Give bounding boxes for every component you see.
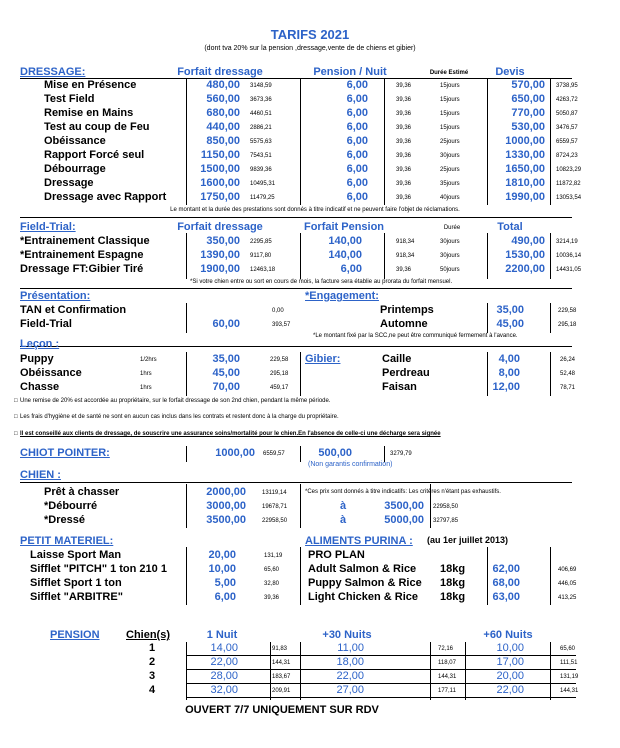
- row-label: *Entrainement Espagne: [20, 249, 144, 261]
- forfait-price: 480,00: [206, 79, 240, 91]
- pension-price: 6,00: [346, 177, 368, 189]
- forfait-ht: 10495,31: [250, 181, 276, 187]
- footer: OUVERT 7/7 UNIQUEMENT SUR RDV: [185, 704, 379, 716]
- row-divider: [186, 697, 576, 698]
- price-ht: 459,17: [270, 385, 289, 391]
- pension-price: 6,00: [346, 121, 368, 133]
- devis-price: 570,00: [511, 79, 545, 91]
- price2-ht: 32797,85: [433, 518, 459, 524]
- forfait-price: 1750,00: [200, 191, 240, 203]
- price: 12,00: [492, 381, 520, 393]
- devis-price: 1330,00: [505, 149, 545, 161]
- price-ht: 19678,71: [262, 504, 288, 510]
- checkbox-icon: □: [14, 414, 18, 420]
- chien-note: *Ces prix sont donnés à titre indicatifs: Les critères n'étant pas exhaustifs.: [305, 489, 501, 495]
- col-header-chiens: Chien(s): [126, 629, 170, 641]
- column-divider: [430, 642, 431, 700]
- price: 8,00: [498, 367, 520, 379]
- row-label: Sifflet Sport 1 ton: [30, 577, 122, 589]
- price-60-nuits: 17,00: [496, 656, 524, 668]
- devis-ht: 11872,82: [556, 181, 581, 187]
- price: 3000,00: [206, 500, 246, 512]
- section-title-aliments: ALIMENTS PURINA :: [305, 535, 413, 547]
- price: 3500,00: [206, 514, 246, 526]
- duration: 1/2hrs: [140, 357, 157, 363]
- price-ht: 39,36: [264, 595, 280, 601]
- ht-30-nuits: 144,31: [438, 674, 457, 680]
- price-60-nuits: 10,00: [496, 642, 524, 654]
- total-price: 490,00: [511, 235, 545, 247]
- price: 5,00: [214, 577, 236, 589]
- duree: 15jours: [440, 111, 460, 117]
- forfait-price: 1150,00: [200, 149, 240, 161]
- column-divider: [550, 547, 551, 605]
- row-label: Adult Salmon & Rice: [308, 563, 417, 575]
- row-divider: [20, 346, 572, 347]
- row-label: TAN et Confirmation: [20, 304, 127, 316]
- devis-price: 1000,00: [505, 135, 545, 147]
- forfait-price: 680,00: [206, 107, 240, 119]
- col-header-pension: Forfait Pension: [303, 221, 385, 233]
- col-header-duree: Durée Estimé: [429, 70, 469, 76]
- forfait-ht: 4460,51: [250, 111, 272, 117]
- price-ht: 131,19: [264, 553, 283, 559]
- row-label: Dressage FT:Gibier Tiré: [20, 263, 144, 275]
- price-ht: 229,58: [558, 308, 577, 314]
- price-ht: 6559,57: [263, 451, 285, 457]
- pension-price: 140,00: [328, 249, 362, 261]
- row-label: Test Field: [44, 93, 95, 105]
- price-ht: 406,69: [558, 567, 577, 573]
- ht-1-nuit: 183,67: [272, 674, 291, 680]
- forfait-price: 850,00: [206, 135, 240, 147]
- chiens-count: 1: [148, 642, 156, 654]
- forfait-ht: 2886,21: [250, 125, 272, 131]
- price-1-nuit: 28,00: [210, 670, 238, 682]
- duree: 30jours: [440, 239, 460, 245]
- row-label: Remise en Mains: [44, 107, 134, 119]
- column-divider: [550, 352, 551, 396]
- price: 35,00: [212, 353, 240, 365]
- weight: 18kg: [440, 591, 466, 603]
- price-1-nuit: 22,00: [210, 656, 238, 668]
- section-title-chien: CHIEN :: [20, 469, 61, 481]
- note: Les frais d'hygiène et de santé ne sont en aucun cas inclus dans les contrats et restent donc à la charge du propriétaire.: [20, 414, 339, 420]
- pension-price: 6,00: [346, 79, 368, 91]
- pension-ht: 39,36: [396, 139, 412, 145]
- pension-ht: 39,36: [396, 195, 412, 201]
- forfait-ht: 5575,63: [250, 139, 272, 145]
- row-label: Chasse: [20, 381, 60, 393]
- duration: 1hrs: [140, 371, 152, 377]
- devis-ht: 3476,57: [556, 125, 578, 131]
- pension-price: 6,00: [346, 107, 368, 119]
- column-divider: [550, 303, 551, 333]
- row-divider: [20, 482, 572, 483]
- column-divider: [384, 446, 385, 462]
- price-30-nuits: 27,00: [336, 684, 364, 696]
- total-price: 2200,00: [505, 263, 545, 275]
- pension-ht: 39,36: [396, 167, 412, 173]
- page-subtitle: (dont tva 20% sur la pension ,dressage,vente de de chiens et gibier): [204, 45, 416, 52]
- duree: 30jours: [440, 153, 460, 159]
- forfait-price: 1500,00: [200, 163, 240, 175]
- devis-ht: 6559,57: [556, 139, 578, 145]
- duration: 1hrs: [140, 385, 152, 391]
- price-ht: 393,57: [272, 322, 291, 328]
- row-label: Prêt à chasser: [44, 486, 120, 498]
- duree: 50jours: [440, 267, 460, 273]
- ht-60-nuits: 144,31: [560, 688, 579, 694]
- price: 20,00: [208, 549, 236, 561]
- col-header-pension: Pension / Nuit: [313, 66, 387, 78]
- forfait-price: 440,00: [206, 121, 240, 133]
- col-header-forfait: Forfait dressage: [177, 66, 263, 78]
- price-ht: 446,05: [558, 581, 577, 587]
- price-ht: 229,58: [270, 357, 289, 363]
- col-header-30-nuits: +30 Nuits: [322, 629, 372, 641]
- price-ht: 65,60: [264, 567, 280, 573]
- total-ht: 10036,14: [556, 253, 582, 259]
- price: 68,00: [492, 577, 520, 589]
- devis-price: 650,00: [511, 93, 545, 105]
- forfait-ht: 3673,36: [250, 97, 272, 103]
- price-ht: 13119,14: [262, 490, 287, 496]
- total-price: 1530,00: [505, 249, 545, 261]
- price-1-nuit: 14,00: [210, 642, 238, 654]
- row-label: Test au coup de Feu: [44, 121, 150, 133]
- price-60-nuits: 20,00: [496, 670, 524, 682]
- row-label: Obéissance: [44, 135, 106, 147]
- duree: 15jours: [440, 97, 460, 103]
- pension-price: 140,00: [328, 235, 362, 247]
- section-title-dressage: DRESSAGE:: [20, 66, 86, 78]
- field-trial-note: *Si votre chien entre ou sort en cours de mois, la facture sera établie au prorata du forfait mensuel.: [190, 279, 453, 285]
- row-label: Sifflet "ARBITRE": [30, 591, 123, 603]
- weight: 18kg: [440, 577, 466, 589]
- price-30-nuits: 22,00: [336, 670, 364, 682]
- row-label: Field-Trial: [20, 318, 72, 330]
- ht-60-nuits: 65,60: [560, 646, 576, 652]
- devis-ht: 10823,29: [556, 167, 582, 173]
- column-divider: [300, 78, 301, 205]
- col-header-total: Total: [497, 221, 523, 233]
- column-divider: [186, 446, 187, 462]
- price: 4,00: [498, 353, 520, 365]
- col-header-devis: Devis: [495, 66, 525, 78]
- price-ht: 0,00: [272, 308, 284, 314]
- column-divider: [384, 233, 385, 279]
- aliments-brand: PRO PLAN: [308, 549, 365, 561]
- row-label: Automne: [380, 318, 428, 330]
- chiens-count: 4: [148, 684, 156, 696]
- col-header-60-nuits: +60 Nuits: [483, 629, 533, 641]
- devis-ht: 13053,54: [556, 195, 582, 201]
- weight: 18kg: [440, 563, 466, 575]
- pension-ht: 39,36: [396, 97, 412, 103]
- pension-price: 6,00: [346, 93, 368, 105]
- pension-price: 6,00: [346, 191, 368, 203]
- duree: 35jours: [440, 181, 460, 187]
- price-30-nuits: 18,00: [336, 656, 364, 668]
- row-label: Caille: [382, 353, 412, 365]
- price-ht: 78,71: [560, 385, 576, 391]
- forfait-ht: 9839,36: [250, 167, 272, 173]
- section-title-chiot: CHIOT POINTER:: [20, 447, 110, 459]
- devis-price: 530,00: [511, 121, 545, 133]
- section-title-presentation: Présentation:: [20, 290, 91, 302]
- column-divider: [384, 78, 385, 205]
- ht-30-nuits: 177,11: [438, 688, 456, 694]
- row-label: Perdreau: [382, 367, 430, 379]
- section-title-materiel: PETIT MATERIEL:: [20, 535, 114, 547]
- price: 60,00: [212, 318, 240, 330]
- duree: 15jours: [440, 83, 460, 89]
- aliments-date: (au 1er juillet 2013): [427, 535, 509, 545]
- pension-ht: 39,36: [396, 153, 412, 159]
- section-title-gibier: Gibier:: [305, 353, 341, 365]
- row-label: Débourrage: [44, 163, 106, 175]
- price-60-nuits: 22,00: [496, 684, 524, 696]
- devis-price: 1650,00: [505, 163, 545, 175]
- price2-ht: 22958,50: [433, 504, 459, 510]
- checkbox-icon: □: [14, 431, 18, 437]
- price: 62,00: [492, 563, 520, 575]
- row-label: Light Chicken & Rice: [308, 591, 419, 603]
- forfait-ht: 3148,59: [250, 83, 272, 89]
- price: 45,00: [496, 318, 524, 330]
- price: 35,00: [496, 304, 524, 316]
- row-label: Mise en Présence: [44, 79, 137, 91]
- duree: 25jours: [440, 167, 460, 173]
- row-label: Rapport Forcé seul: [44, 149, 145, 161]
- row-label: Dressage: [44, 177, 94, 189]
- col-header-1-nuit: 1 Nuit: [206, 629, 238, 641]
- price2-ht: 3279,79: [390, 451, 412, 457]
- forfait-ht: 11479,25: [250, 195, 275, 201]
- ht-1-nuit: 91,83: [272, 646, 288, 652]
- pension-ht: 39,36: [396, 111, 412, 117]
- pension-ht: 39,36: [396, 125, 412, 131]
- pension-price: 6,00: [340, 263, 362, 275]
- price-ht: 295,18: [558, 322, 577, 328]
- column-divider: [270, 642, 271, 700]
- price: 2000,00: [206, 486, 246, 498]
- row-label: Puppy: [20, 353, 54, 365]
- pension-ht: 918,34: [396, 239, 415, 245]
- price: 1000,00: [215, 447, 255, 459]
- ht-1-nuit: 144,31: [272, 660, 291, 666]
- forfait-price: 350,00: [206, 235, 240, 247]
- price: 45,00: [212, 367, 240, 379]
- section-title-lecon: Leçon :: [20, 338, 60, 350]
- price-30-nuits: 11,00: [337, 642, 364, 654]
- section-title-field-trial: Field-Trial:: [20, 221, 76, 233]
- row-label: Printemps: [380, 304, 434, 316]
- pension-ht: 39,36: [396, 267, 412, 273]
- price-ht: 22958,50: [262, 518, 288, 524]
- column-divider: [300, 642, 301, 700]
- devis-ht: 3738,95: [556, 83, 578, 89]
- ht-30-nuits: 72,16: [438, 646, 454, 652]
- duree: 25jours: [440, 139, 460, 145]
- column-divider: [300, 352, 301, 396]
- row-divider: [20, 217, 572, 218]
- price-ht: 32,80: [264, 581, 280, 587]
- note: Une remise de 20% est accordée au propriétaire, sur le forfait dressage de son 2nd chien, pendant la même période.: [20, 398, 331, 404]
- pension-price: 6,00: [346, 135, 368, 147]
- engagement-note: *Le montant fixé par la SCC,ne peut être communiqué fermement à l'avance.: [313, 333, 518, 339]
- column-divider: [550, 78, 551, 205]
- price: 63,00: [492, 591, 520, 603]
- total-ht: 14431,05: [556, 267, 582, 273]
- price2: 500,00: [318, 447, 352, 459]
- col-header-duree: Durée: [443, 225, 461, 231]
- section-title-pension: PENSION: [50, 629, 100, 641]
- range-separator: à: [339, 500, 347, 512]
- column-divider: [300, 233, 301, 279]
- devis-price: 1990,00: [505, 191, 545, 203]
- forfait-price: 1600,00: [200, 177, 240, 189]
- note: Il est conseillé aux clients de dressage, de souscrire une assurance soins/mortalité pour le chien.En l'absence de celle-ci une décharge sera signée: [20, 431, 441, 437]
- forfait-price: 1900,00: [200, 263, 240, 275]
- price2: 3500,00: [384, 500, 424, 512]
- price-1-nuit: 32,00: [210, 684, 238, 696]
- duree: 30jours: [440, 253, 460, 259]
- row-label: *Débourré: [44, 500, 98, 512]
- ht-60-nuits: 111,51: [560, 660, 578, 666]
- price: 10,00: [208, 563, 236, 575]
- row-label: Dressage avec Rapport: [44, 191, 167, 203]
- duree: 40jours: [440, 195, 460, 201]
- row-label: Laisse Sport Man: [30, 549, 122, 561]
- section-title-engagement: *Engagement:: [305, 290, 379, 302]
- row-label: Obéissance: [20, 367, 82, 379]
- row-label: *Entrainement Classique: [20, 235, 150, 247]
- forfait-ht: 7543,51: [250, 153, 272, 159]
- total-ht: 3214,19: [556, 239, 578, 245]
- devis-ht: 8724,23: [556, 153, 578, 159]
- col-header-forfait: Forfait dressage: [177, 221, 263, 233]
- chiot-note: (Non garantis confirmation): [308, 461, 393, 468]
- chiens-count: 3: [148, 670, 156, 682]
- price: 70,00: [212, 381, 240, 393]
- duree: 15jours: [440, 125, 460, 131]
- column-divider: [550, 642, 551, 700]
- ht-60-nuits: 131,19: [560, 674, 579, 680]
- devis-ht: 4263,72: [556, 97, 578, 103]
- price-ht: 295,18: [270, 371, 289, 377]
- pension-ht: 39,36: [396, 181, 412, 187]
- price2: 5000,00: [384, 514, 424, 526]
- pension-price: 6,00: [346, 163, 368, 175]
- column-divider: [550, 233, 551, 279]
- price-ht: 26,24: [560, 357, 576, 363]
- forfait-price: 560,00: [206, 93, 240, 105]
- range-separator: à: [339, 514, 347, 526]
- devis-ht: 5050,87: [556, 111, 578, 117]
- price-ht: 52,48: [560, 371, 576, 377]
- row-divider: [20, 288, 572, 289]
- price: 6,00: [214, 591, 236, 603]
- column-divider: [300, 547, 301, 605]
- page-title: TARIFS 2021: [270, 27, 350, 42]
- ht-1-nuit: 209,91: [272, 688, 291, 694]
- row-label: Sifflet "PITCH" 1 ton 210 1: [30, 563, 167, 575]
- pension-ht: 39,36: [396, 83, 412, 89]
- row-label: Faisan: [382, 381, 417, 393]
- forfait-ht: 9117,80: [250, 253, 272, 259]
- checkbox-icon: □: [14, 398, 18, 404]
- ht-30-nuits: 118,07: [438, 660, 456, 666]
- pension-ht: 918,34: [396, 253, 415, 259]
- forfait-ht: 12463,18: [250, 267, 276, 273]
- dressage-note: Le montant et la durée des prestations sont donnés à titre indicatif et ne peuvent faire l'objet de réclamations.: [170, 207, 460, 213]
- row-label: Puppy Salmon & Rice: [308, 577, 422, 589]
- forfait-price: 1390,00: [200, 249, 240, 261]
- forfait-ht: 2295,85: [250, 239, 272, 245]
- column-divider: [300, 484, 301, 528]
- row-label: *Dressé: [44, 514, 85, 526]
- price-ht: 413,25: [558, 595, 577, 601]
- pension-price: 6,00: [346, 149, 368, 161]
- devis-price: 1810,00: [505, 177, 545, 189]
- chiens-count: 2: [148, 656, 156, 668]
- devis-price: 770,00: [511, 107, 545, 119]
